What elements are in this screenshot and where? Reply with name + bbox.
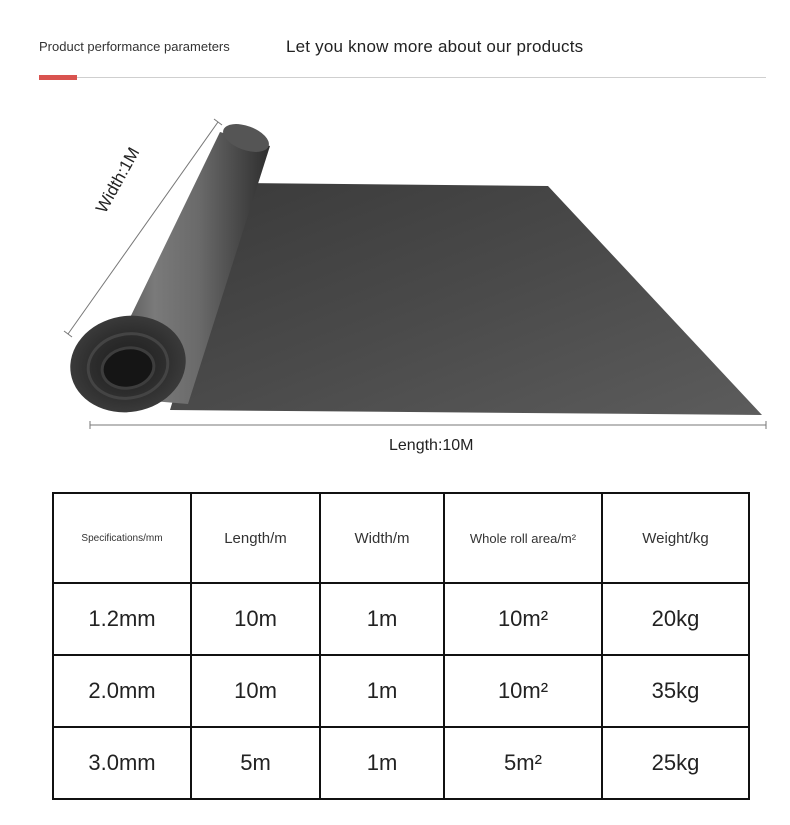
table-cell: 20kg — [602, 583, 749, 655]
table-header-row — [53, 493, 749, 583]
header-weight: Weight/kg — [602, 493, 749, 583]
table-cell: 1m — [320, 655, 444, 727]
table-cell: 5m — [191, 727, 320, 799]
header-length: Length/m — [191, 493, 320, 583]
table-row — [53, 655, 749, 727]
header-area: Whole roll area/m² — [444, 493, 602, 583]
table-cell: 10m² — [444, 655, 602, 727]
table-cell: 10m — [191, 655, 320, 727]
table-cell: 1m — [320, 727, 444, 799]
header-specifications: Specifications/mm — [53, 493, 191, 583]
table-cell: 10m — [191, 583, 320, 655]
spec-table — [52, 492, 750, 800]
header-divider — [39, 77, 766, 78]
table-cell: 1m — [320, 583, 444, 655]
table-row — [53, 583, 749, 655]
membrane-sheet — [170, 183, 762, 415]
table-row — [53, 727, 749, 799]
table-cell: 1.2mm — [53, 583, 191, 655]
table-cell: 2.0mm — [53, 655, 191, 727]
section-title: Product performance parameters — [39, 39, 230, 54]
table-cell: 10m² — [444, 583, 602, 655]
length-dimension-label: Length:10M — [389, 437, 474, 454]
table-cell: 25kg — [602, 727, 749, 799]
table-cell: 5m² — [444, 727, 602, 799]
table-cell: 3.0mm — [53, 727, 191, 799]
width-dimension-label: Width:1M — [92, 144, 144, 217]
section-subtitle: Let you know more about our products — [286, 37, 584, 56]
header-width: Width/m — [320, 493, 444, 583]
membrane-roll-illustration — [0, 100, 790, 470]
table-cell: 35kg — [602, 655, 749, 727]
header-accent-bar — [39, 75, 77, 80]
